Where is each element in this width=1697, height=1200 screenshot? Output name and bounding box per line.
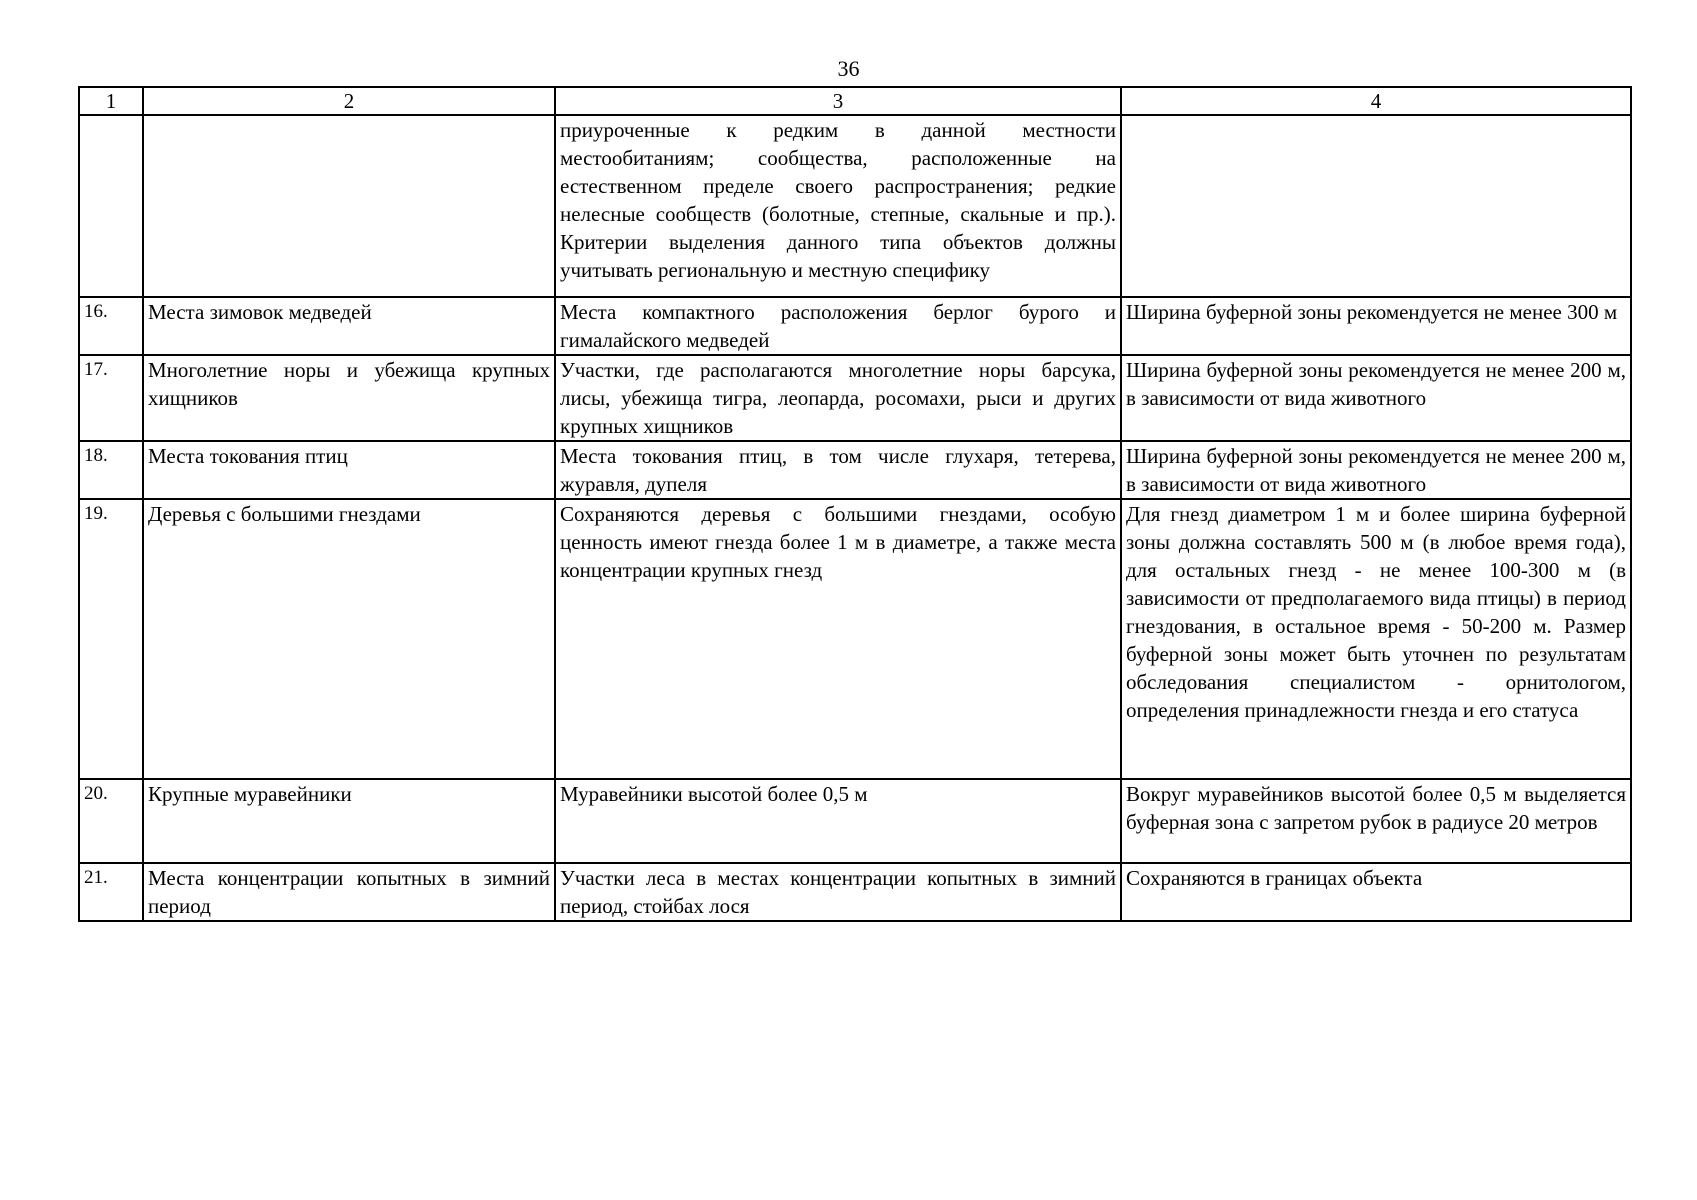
table-header-row	[79, 87, 1631, 115]
buffer-zone	[1121, 115, 1631, 297]
table-row	[79, 297, 1631, 355]
object-description: Участки леса в местах концентрации копытных в зимний период, стойбах лося	[555, 863, 1121, 921]
buffer-zone: Сохраняются в границах объекта	[1121, 863, 1631, 921]
row-number: 20.	[79, 779, 143, 863]
table-row	[79, 355, 1631, 441]
row-number: 17.	[79, 355, 143, 441]
buffer-zone: Ширина буферной зоны рекомендуется не менее 200 м, в зависимости от вида животного	[1121, 441, 1631, 499]
buffer-zone: Ширина буферной зоны рекомендуется не менее 300 м	[1121, 297, 1631, 355]
object-name: Многолетние норы и убежища крупных хищников	[143, 355, 555, 441]
object-name: Деревья с большими гнездами	[143, 499, 555, 779]
column-header-description: 3	[555, 87, 1121, 115]
row-number: 21.	[79, 863, 143, 921]
column-header-number: 1	[79, 87, 143, 115]
object-description: Сохраняются деревья с большими гнездами, особую ценность имеют гнезда более 1 м в диаметре, а также места концентрации крупных гнезд	[555, 499, 1121, 779]
object-description: Места токования птиц, в том числе глухаря, тетерева, журавля, дупеля	[555, 441, 1121, 499]
object-name: Места зимовок медведей	[143, 297, 555, 355]
document-table	[78, 86, 1632, 922]
row-number: 18.	[79, 441, 143, 499]
column-header-buffer: 4	[1121, 87, 1631, 115]
table-row	[79, 863, 1631, 921]
buffer-zone: Ширина буферной зоны рекомендуется не менее 200 м, в зависимости от вида животного	[1121, 355, 1631, 441]
object-name: Места токования птиц	[143, 441, 555, 499]
row-number: 19.	[79, 499, 143, 779]
object-description: Участки, где располагаются многолетние норы барсука, лисы, убежища тигра, леопарда, росомахи, рыси и других крупных хищников	[555, 355, 1121, 441]
table-row	[79, 115, 1631, 297]
buffer-zone: Для гнезд диаметром 1 м и более ширина буферной зоны должна составлять 500 м (в любое время года), для остальных гнезд - не менее 100-300 м (в зависимости от предполагаемого вида птицы) в период гнездования, в остальное время - 50-200 м. Размер буферной зоны может быть уточнен по результатам обследования специалистом - орнитологом, определения принадлежности гнезда и его статуса	[1121, 499, 1631, 779]
table-row	[79, 441, 1631, 499]
row-number	[79, 115, 143, 297]
object-description: приуроченные к редким в данной местности местообитаниям; сообщества, расположенные на естественном пределе своего распространения; редкие нелесные сообществ (болотные, степные, скальные и пр.). Критерии выделения данного типа объектов должны учитывать региональную и местную специфику	[555, 115, 1121, 297]
object-name	[143, 115, 555, 297]
object-name: Места концентрации копытных в зимний период	[143, 863, 555, 921]
page-number: 36	[837, 56, 860, 81]
table-row	[79, 499, 1631, 779]
object-description: Места компактного расположения берлог бурого и гималайского медведей	[555, 297, 1121, 355]
column-header-object: 2	[143, 87, 555, 115]
buffer-zone: Вокруг муравейников высотой более 0,5 м выделяется буферная зона с запретом рубок в радиусе 20 метров	[1121, 779, 1631, 863]
table-row	[79, 779, 1631, 863]
object-name: Крупные муравейники	[143, 779, 555, 863]
object-description: Муравейники высотой более 0,5 м	[555, 779, 1121, 863]
row-number: 16.	[79, 297, 143, 355]
